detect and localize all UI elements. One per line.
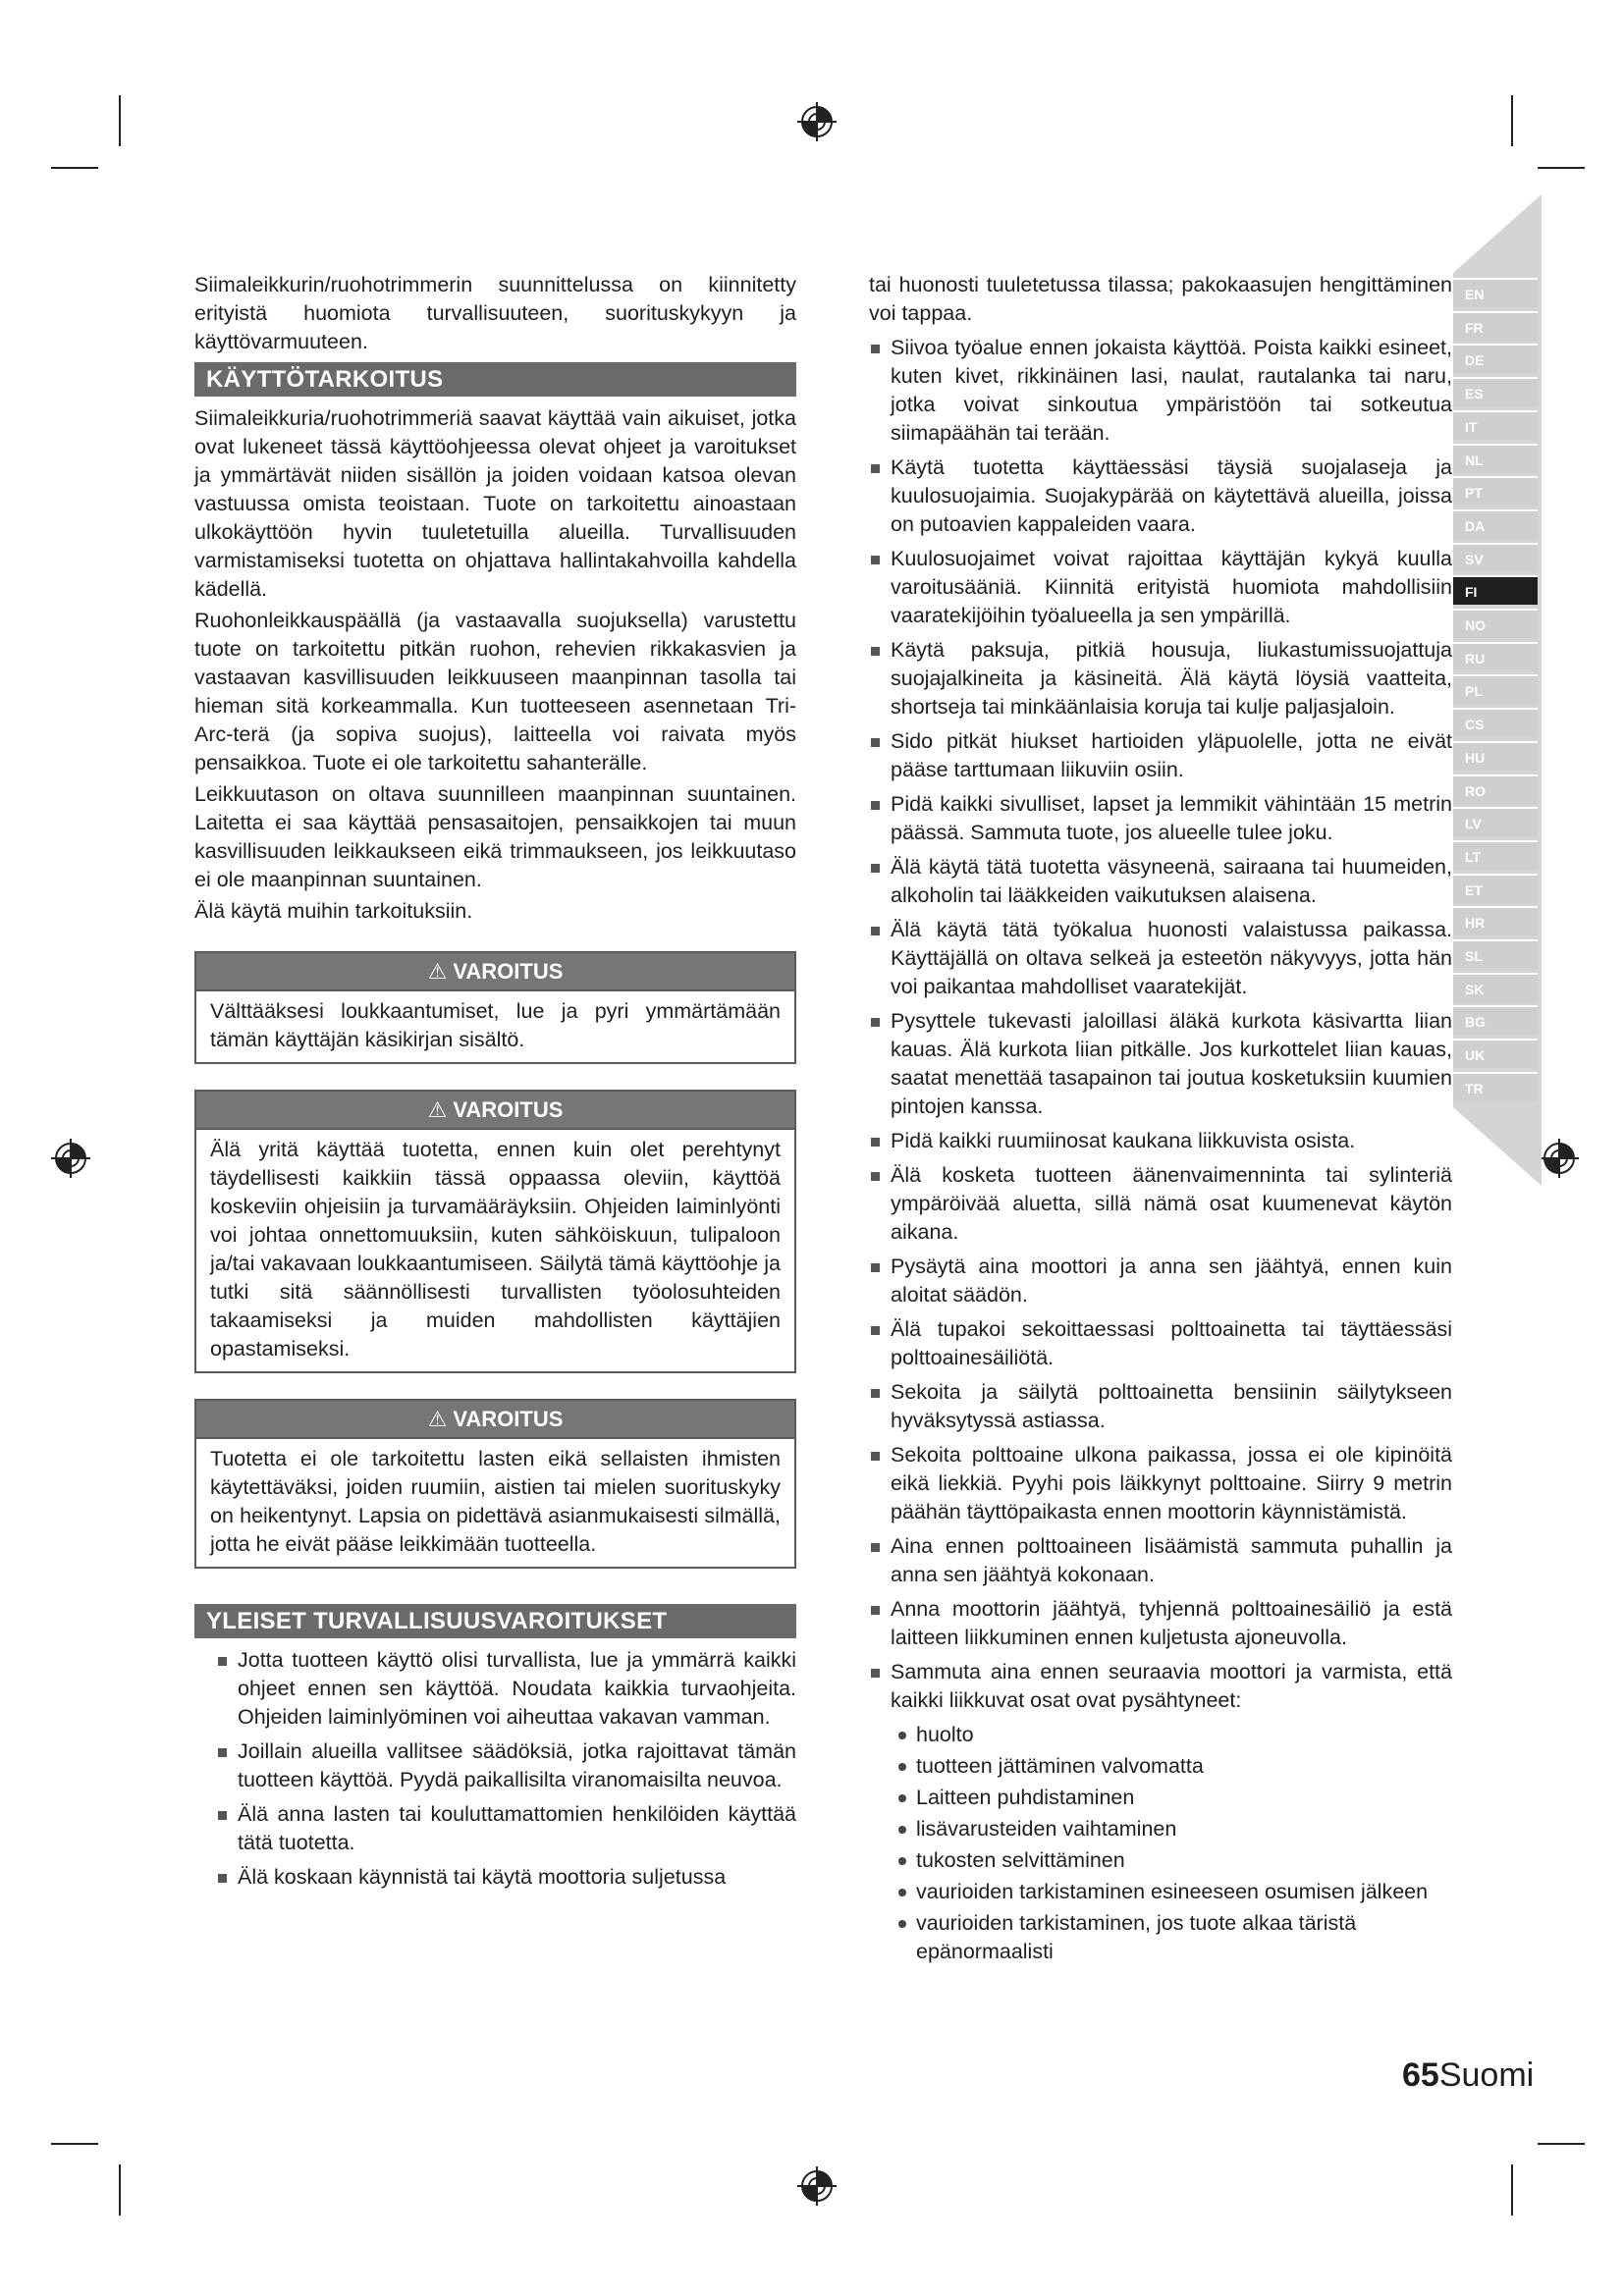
crop-mark xyxy=(1538,167,1585,169)
usage-paragraph: Ruohonleikkauspäällä (ja vastaavalla suojuksella) varustettu tuote on tarkoitettu pitkän ruohon, rehevien rikkakasvien ja vastaavan kasvillisuuden leikkuuseen maanpinnan tasolla tai hieman sitä korkeammalla. Kun tuotteeseen asennetaan Tri-Arc-terä (ja sopiva suojus), laitteella voi raivata myös pensaikkoa. Tuote ei ole tarkoitettu sahanterälle. xyxy=(194,609,796,774)
language-tab-pt: PT xyxy=(1453,476,1538,506)
language-tab-sk: SK xyxy=(1453,973,1538,1002)
crop-mark xyxy=(119,2164,121,2216)
language-tab-it: IT xyxy=(1453,410,1538,440)
warning-triangle-icon: ⚠ xyxy=(427,1407,448,1431)
usage-paragraph: Leikkuutason on oltava suunnilleen maanpinnan suuntainen. Laitetta ei saa käyttää pensasaitojen, pensaikkojen tai muun kasvillisuuden leikkaukseen eikä trimmaukseen, jos leikkuutaso ei ole maanpinnan suuntainen. xyxy=(194,782,796,891)
language-tab-pl: PL xyxy=(1453,674,1538,704)
list-item: Pidä kaikki sivulliset, lapset ja lemmikit vähintään 15 metrin päässä. Sammuta tuote, jos alueelle tulee joku. xyxy=(869,790,1452,847)
continuation-text: tai huonosti tuuletetussa tilassa; pakokaasujen hengittäminen voi tappaa. xyxy=(869,273,1452,325)
general-safety-heading: YLEISET TURVALLISUUSVAROITUKSET xyxy=(194,1604,796,1638)
list-item: Aina ennen polttoaineen lisäämistä sammuta puhallin ja anna sen jäähtyä kokonaan. xyxy=(869,1532,1452,1589)
list-item: Älä tupakoi sekoittaessasi polttoainetta tai täyttäessäsi polttoainesäiliötä. xyxy=(869,1315,1452,1372)
usage-paragraph: Älä käytä muihin tarkoituksiin. xyxy=(194,899,473,923)
language-tab-nl: NL xyxy=(1453,444,1538,473)
language-tab-hu: HU xyxy=(1453,741,1538,771)
safety-list-left xyxy=(194,1646,796,1892)
language-tab-bg: BG xyxy=(1453,1005,1538,1035)
sub-list-item: tukosten selvittäminen xyxy=(896,1846,1452,1875)
sub-list-item: Laitteen puhdistaminen xyxy=(896,1784,1452,1812)
language-tab-en: EN xyxy=(1453,278,1538,307)
sub-list-item: lisävarusteiden vaihtaminen xyxy=(896,1815,1452,1843)
crop-mark xyxy=(51,167,98,169)
language-tab-fr: FR xyxy=(1453,311,1538,341)
language-tab-lt: LT xyxy=(1453,840,1538,870)
right-column xyxy=(869,271,1452,1969)
language-tab-sl: SL xyxy=(1453,939,1538,969)
list-item: Anna moottorin jäähtyä, tyhjennä polttoainesäiliö ja estä laitteen liikkuminen ennen kuljetusta ajoneuvolla. xyxy=(869,1595,1452,1652)
language-tab-hr: HR xyxy=(1453,906,1538,935)
warning-text: Älä yritä käyttää tuotetta, ennen kuin olet perehtynyt täydellisesti kaikkiin tässä oppaassa oleviin, käyttöä koskeviin ohjeisiin ja turvamääräyksiin. Ohjeiden laiminlyönti voi johtaa onnettomuuksiin, kuten sähköiskuun, tulipaloon ja/tai vakavaan loukkaantumiseen. Säilytä tämä käyttöohje ja tutki sitä säännöllisesti turvallisten työolosuhteiden takaamiseksi ja muiden mahdollisten käyttäjien opastamiseksi. xyxy=(210,1138,781,1361)
list-item: Sido pitkät hiukset hartioiden yläpuolelle, jotta ne eivät pääse tarttumaan liikuviin osiin. xyxy=(869,727,1452,784)
warning-title: VAROITUS xyxy=(453,1407,564,1431)
warning-box xyxy=(194,951,796,1064)
warning-header xyxy=(196,1401,794,1439)
language-sidebar xyxy=(1453,194,1549,1186)
page-number xyxy=(1402,2056,1534,2095)
list-item: Jotta tuotteen käyttö olisi turvallista, lue ja ymmärrä kaikki ohjeet ennen sen käyttöä. Noudata kaikkia turvaohjeita. Ohjeiden laiminlyöminen voi aiheuttaa vakavan vamman. xyxy=(216,1646,796,1732)
warning-header xyxy=(196,953,794,991)
shutdown-sublist xyxy=(869,1721,1452,1966)
intro-paragraph: Siimaleikkurin/ruohotrimmerin suunnittelussa on kiinnitetty erityistä huomiota turvallisuuteen, suorituskykyyn ja käyttövarmuuteen. xyxy=(194,273,796,353)
left-column xyxy=(194,271,796,1897)
crop-mark xyxy=(1538,2143,1585,2145)
warning-title: VAROITUS xyxy=(453,1097,564,1122)
list-item: Kuulosuojaimet voivat rajoittaa käyttäjän kykyä kuulla varoitusääniä. Kiinnitä erityistä huomiota mahdollisiin vaaratekijöihin työalueella ja sen ympärillä. xyxy=(869,545,1452,630)
page-language-label: Suomi xyxy=(1438,2056,1535,2094)
list-item: Älä anna lasten tai kouluttamattomien henkilöiden käyttää tätä tuotetta. xyxy=(216,1800,796,1857)
crop-mark xyxy=(1511,2164,1513,2216)
sub-list-item: tuotteen jättäminen valvomatta xyxy=(896,1752,1452,1781)
language-tab-da: DA xyxy=(1453,509,1538,539)
list-item: Sekoita polttoaine ulkona paikassa, jossa ei ole kipinöitä eikä liekkiä. Pyyhi pois läikkynyt polttoaine. Siirry 9 metrin päähän täyttöpaikasta ennen moottorin käynnistämistä. xyxy=(869,1441,1452,1526)
list-item: Älä koskaan käynnistä tai käytä moottoria suljetussa xyxy=(216,1863,796,1892)
language-tab-uk: UK xyxy=(1453,1039,1538,1068)
warning-box xyxy=(194,1090,796,1373)
warning-header xyxy=(196,1092,794,1130)
registration-mark-icon xyxy=(795,100,839,143)
warning-title: VAROITUS xyxy=(453,959,564,984)
language-tab-fi: FI xyxy=(1453,575,1538,605)
list-item: Älä käytä tätä työkalua huonosti valaistussa paikassa. Käyttäjällä on oltava selkeä ja esteetön näkyvyys, jotta hän voi paikantaa mahdolliset vaaratekijät. xyxy=(869,916,1452,1001)
registration-mark-icon xyxy=(49,1137,92,1180)
crop-mark xyxy=(119,95,121,146)
language-tab-no: NO xyxy=(1453,609,1538,638)
language-tab-et: ET xyxy=(1453,874,1538,903)
warning-text: Tuotetta ei ole tarkoitettu lasten eikä sellaisten ihmisten käytettäväksi, joiden ruumiin, aistien tai mielen suorituskyky on heikentynyt. Lapsia on pidettävä asianmukaisesti silmällä, jotta he eivät pääse leikkimään tuotteella. xyxy=(210,1447,781,1556)
list-item: Pysäytä aina moottori ja anna sen jäähtyä, ennen kuin aloitat säädön. xyxy=(869,1253,1452,1309)
registration-mark-icon xyxy=(795,2164,839,2208)
language-tab-ru: RU xyxy=(1453,642,1538,671)
list-item: Pysyttele tukevasti jaloillasi äläkä kurkota käsivartta liian kauas. Älä kurkota liian pitkälle. Jos kurkottelet liian kauas, saatat menettää tasapainon tai joutua kosketuksiin kuumien pintojen kanssa. xyxy=(869,1007,1452,1121)
list-item: Sammuta aina ennen seuraavia moottori ja varmista, että kaikki liikkuvat osat ovat pysähtyneet: xyxy=(869,1658,1452,1715)
sub-list-item: huolto xyxy=(896,1721,1452,1749)
language-tab-tr: TR xyxy=(1453,1072,1538,1101)
warning-box xyxy=(194,1399,796,1569)
list-item: Pidä kaikki ruumiinosat kaukana liikkuvista osista. xyxy=(869,1127,1452,1155)
page-number-value: 65 xyxy=(1402,2056,1439,2094)
list-item: Siivoa työalue ennen jokaista käyttöä. Poista kaikki esineet, kuten kivet, rikkinäinen lasi, naulat, rautalanka tai naru, jotka voivat sinkoutua ympäristöön tai sotkeutua siimapäähän tai terään. xyxy=(869,334,1452,448)
language-tab-ro: RO xyxy=(1453,774,1538,804)
usage-paragraph: Siimaleikkuria/ruohotrimmeriä saavat käyttää vain aikuiset, jotka ovat lukeneet tässä käyttöohjeessa olevat ohjeet ja varoitukset ja ymmärtävät niiden sisällön ja joiden voidaan katsoa olevan vastuussa omista teoistaan. Tuote on tarkoitettu ainoastaan ulkokäyttöön hyvin tuuletetuilla alueilla. Turvallisuuden varmistamiseksi tuotetta on ohjattava hallintakahvoilla kahdella kädellä. xyxy=(194,406,796,601)
list-item: Käytä paksuja, pitkiä housuja, liukastumissuojattuja suojajalkineita ja käsineitä. Älä käytä löysiä vaatteita, shortseja tai minkäänlaisia koruja tai kulje paljasjaloin. xyxy=(869,636,1452,721)
warning-text: Välttääksesi loukkaantumiset, lue ja pyri ymmärtämään tämän käyttäjän käsikirjan sisältö. xyxy=(210,999,781,1051)
warning-triangle-icon: ⚠ xyxy=(427,1097,448,1122)
safety-list-right xyxy=(869,334,1452,1715)
language-tab-de: DE xyxy=(1453,344,1538,373)
list-item: Joillain alueilla vallitsee säädöksiä, jotka rajoittavat tämän tuotteen käyttöä. Pyydä paikallisilta viranomaisilta neuvoa. xyxy=(216,1737,796,1794)
language-tab-lv: LV xyxy=(1453,807,1538,836)
language-tab-cs: CS xyxy=(1453,708,1538,737)
language-tab-es: ES xyxy=(1453,377,1538,406)
list-item: Sekoita ja säilytä polttoainetta bensiinin säilytykseen hyväksytyssä astiassa. xyxy=(869,1378,1452,1435)
warning-triangle-icon: ⚠ xyxy=(427,959,448,984)
language-tab-sv: SV xyxy=(1453,543,1538,572)
crop-mark xyxy=(1511,95,1513,146)
list-item: Älä käytä tätä tuotetta väsyneenä, sairaana tai huumeiden, alkoholin tai lääkkeiden vaikutuksen alaisena. xyxy=(869,853,1452,910)
list-item: Älä kosketa tuotteen äänenvaimenninta tai sylinteriä ympäröivää aluetta, sillä nämä osat kuumenevat käytön aikana. xyxy=(869,1161,1452,1247)
usage-heading: KÄYTTÖTARKOITUS xyxy=(194,362,796,397)
list-item: Käytä tuotetta käyttäessäsi täysiä suojalaseja ja kuulosuojaimia. Suojakypärää on käytettävä alueilla, joissa on putoavien kappaleiden vaara. xyxy=(869,454,1452,539)
crop-mark xyxy=(51,2143,98,2145)
sub-list-item: vaurioiden tarkistaminen, jos tuote alkaa täristä epänormaalisti xyxy=(896,1909,1452,1966)
sub-list-item: vaurioiden tarkistaminen esineeseen osumisen jälkeen xyxy=(896,1878,1452,1906)
